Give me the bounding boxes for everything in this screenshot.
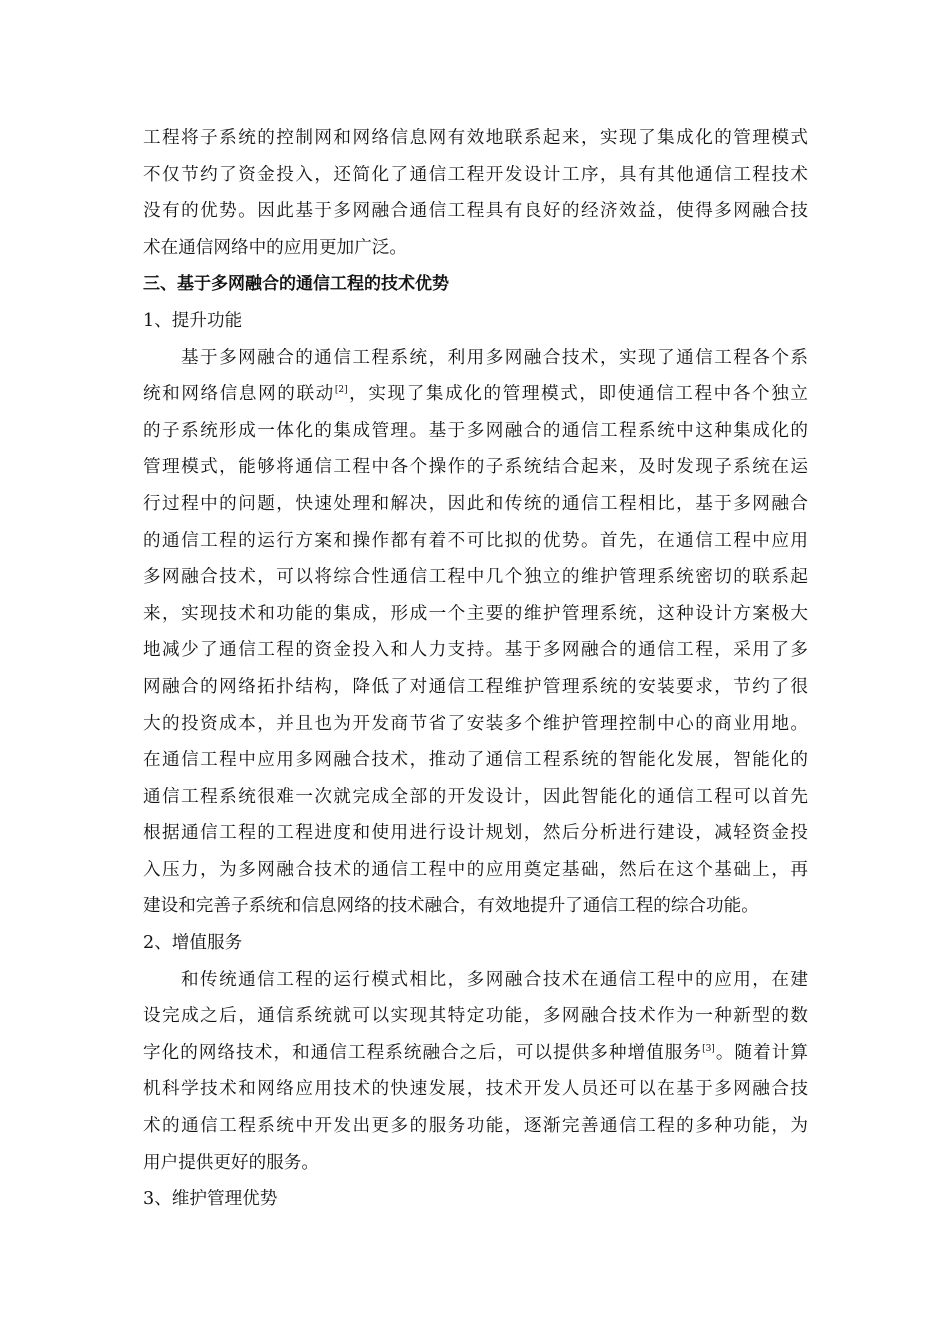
section-heading: 三、基于多网融合的通信工程的技术优势	[143, 274, 449, 295]
document-page	[143, 120, 808, 1218]
sub2-line-3	[143, 1035, 808, 1072]
sub1-line-3: 的子系统形成一体化的集成管理。基于多网融合的通信工程系统中这种集成化的	[143, 420, 808, 441]
sub1-line-8: 来，实现技术和功能的集成，形成一个主要的维护管理系统，这种设计方案极大	[143, 603, 808, 624]
intro-line-3: 没有的优势。因此基于多网融合通信工程具有良好的经济效益，使得多网融合技	[143, 201, 808, 222]
sub2-line-3-text-a: 字化的网络技术，和通信工程系统融合之后，可以提供多种增值服务	[143, 1042, 703, 1063]
subsection-1-title: 1、提升功能	[143, 310, 243, 331]
sub1-line-11: 大的投资成本，并且也为开发商节省了安装多个维护管理控制中心的商业用地。	[143, 713, 808, 734]
sub1-line-2-text-a: 统和网络信息网的联动	[143, 384, 335, 405]
sub1-line-4: 管理模式，能够将通信工程中各个操作的子系统结合起来，及时发现子系统在运	[143, 457, 808, 478]
intro-line-4: 术在通信网络中的应用更加广泛。	[143, 237, 407, 258]
sub1-line-5: 行过程中的问题，快速处理和解决，因此和传统的通信工程相比，基于多网融合	[143, 493, 808, 514]
sub1-line-12: 在通信工程中应用多网融合技术，推动了通信工程系统的智能化发展，智能化的	[143, 750, 808, 771]
sub2-line-5: 术的通信工程系统中开发出更多的服务功能，逐渐完善通信工程的多种功能，为	[143, 1116, 808, 1137]
sub1-line-6: 的通信工程的运行方案和操作都有着不可比拟的优势。首先，在通信工程中应用	[143, 530, 808, 551]
sub1-line-10: 网融合的网络拓扑结构，降低了对通信工程维护管理系统的安装要求，节约了很	[143, 676, 808, 697]
sub2-line-2: 设完成之后，通信系统就可以实现其特定功能，多网融合技术作为一种新型的数	[143, 1006, 808, 1027]
sub2-line-4: 机科学技术和网络应用技术的快速发展，技术开发人员还可以在基于多网融合技	[143, 1079, 808, 1100]
subsection-3-title: 3、维护管理优势	[143, 1189, 278, 1210]
citation-ref-3: [3]	[702, 1043, 715, 1054]
sub2-line-6: 用户提供更好的服务。	[143, 1152, 319, 1173]
sub1-line-1: 基于多网融合的通信工程系统，利用多网融合技术，实现了通信工程各个系	[181, 347, 808, 368]
sub1-line-16: 建设和完善子系统和信息网络的技术融合，有效地提升了通信工程的综合功能。	[143, 896, 759, 917]
sub2-line-3-text-b: 。随着计算	[714, 1042, 808, 1063]
sub1-line-9: 地减少了通信工程的资金投入和人力支持。基于多网融合的通信工程，采用了多	[143, 640, 808, 661]
subsection-2-title: 2、增值服务	[143, 933, 243, 954]
sub1-line-14: 根据通信工程的工程进度和使用进行设计规划，然后分析进行建设，减轻资金投	[143, 823, 808, 844]
sub1-line-15: 入压力，为多网融合技术的通信工程中的应用奠定基础，然后在这个基础上，再	[143, 859, 808, 880]
citation-ref-2: [2]	[334, 385, 348, 396]
intro-line-2: 不仅节约了资金投入，还简化了通信工程开发设计工序，具有其他通信工程技术	[143, 164, 808, 185]
sub1-line-2-text-b: ，实现了集成化的管理模式，即使通信工程中各个独立	[347, 384, 808, 405]
intro-line-1: 工程将子系统的控制网和网络信息网有效地联系起来，实现了集成化的管理模式	[143, 128, 808, 148]
sub2-line-1: 和传统通信工程的运行模式相比，多网融合技术在通信工程中的应用，在建	[181, 969, 808, 990]
sub1-line-13: 通信工程系统很难一次就完成全部的开发设计，因此智能化的通信工程可以首先	[143, 786, 808, 807]
sub1-line-2	[143, 376, 808, 413]
sub1-line-7: 多网融合技术，可以将综合性通信工程中几个独立的维护管理系统密切的联系起	[143, 567, 808, 588]
